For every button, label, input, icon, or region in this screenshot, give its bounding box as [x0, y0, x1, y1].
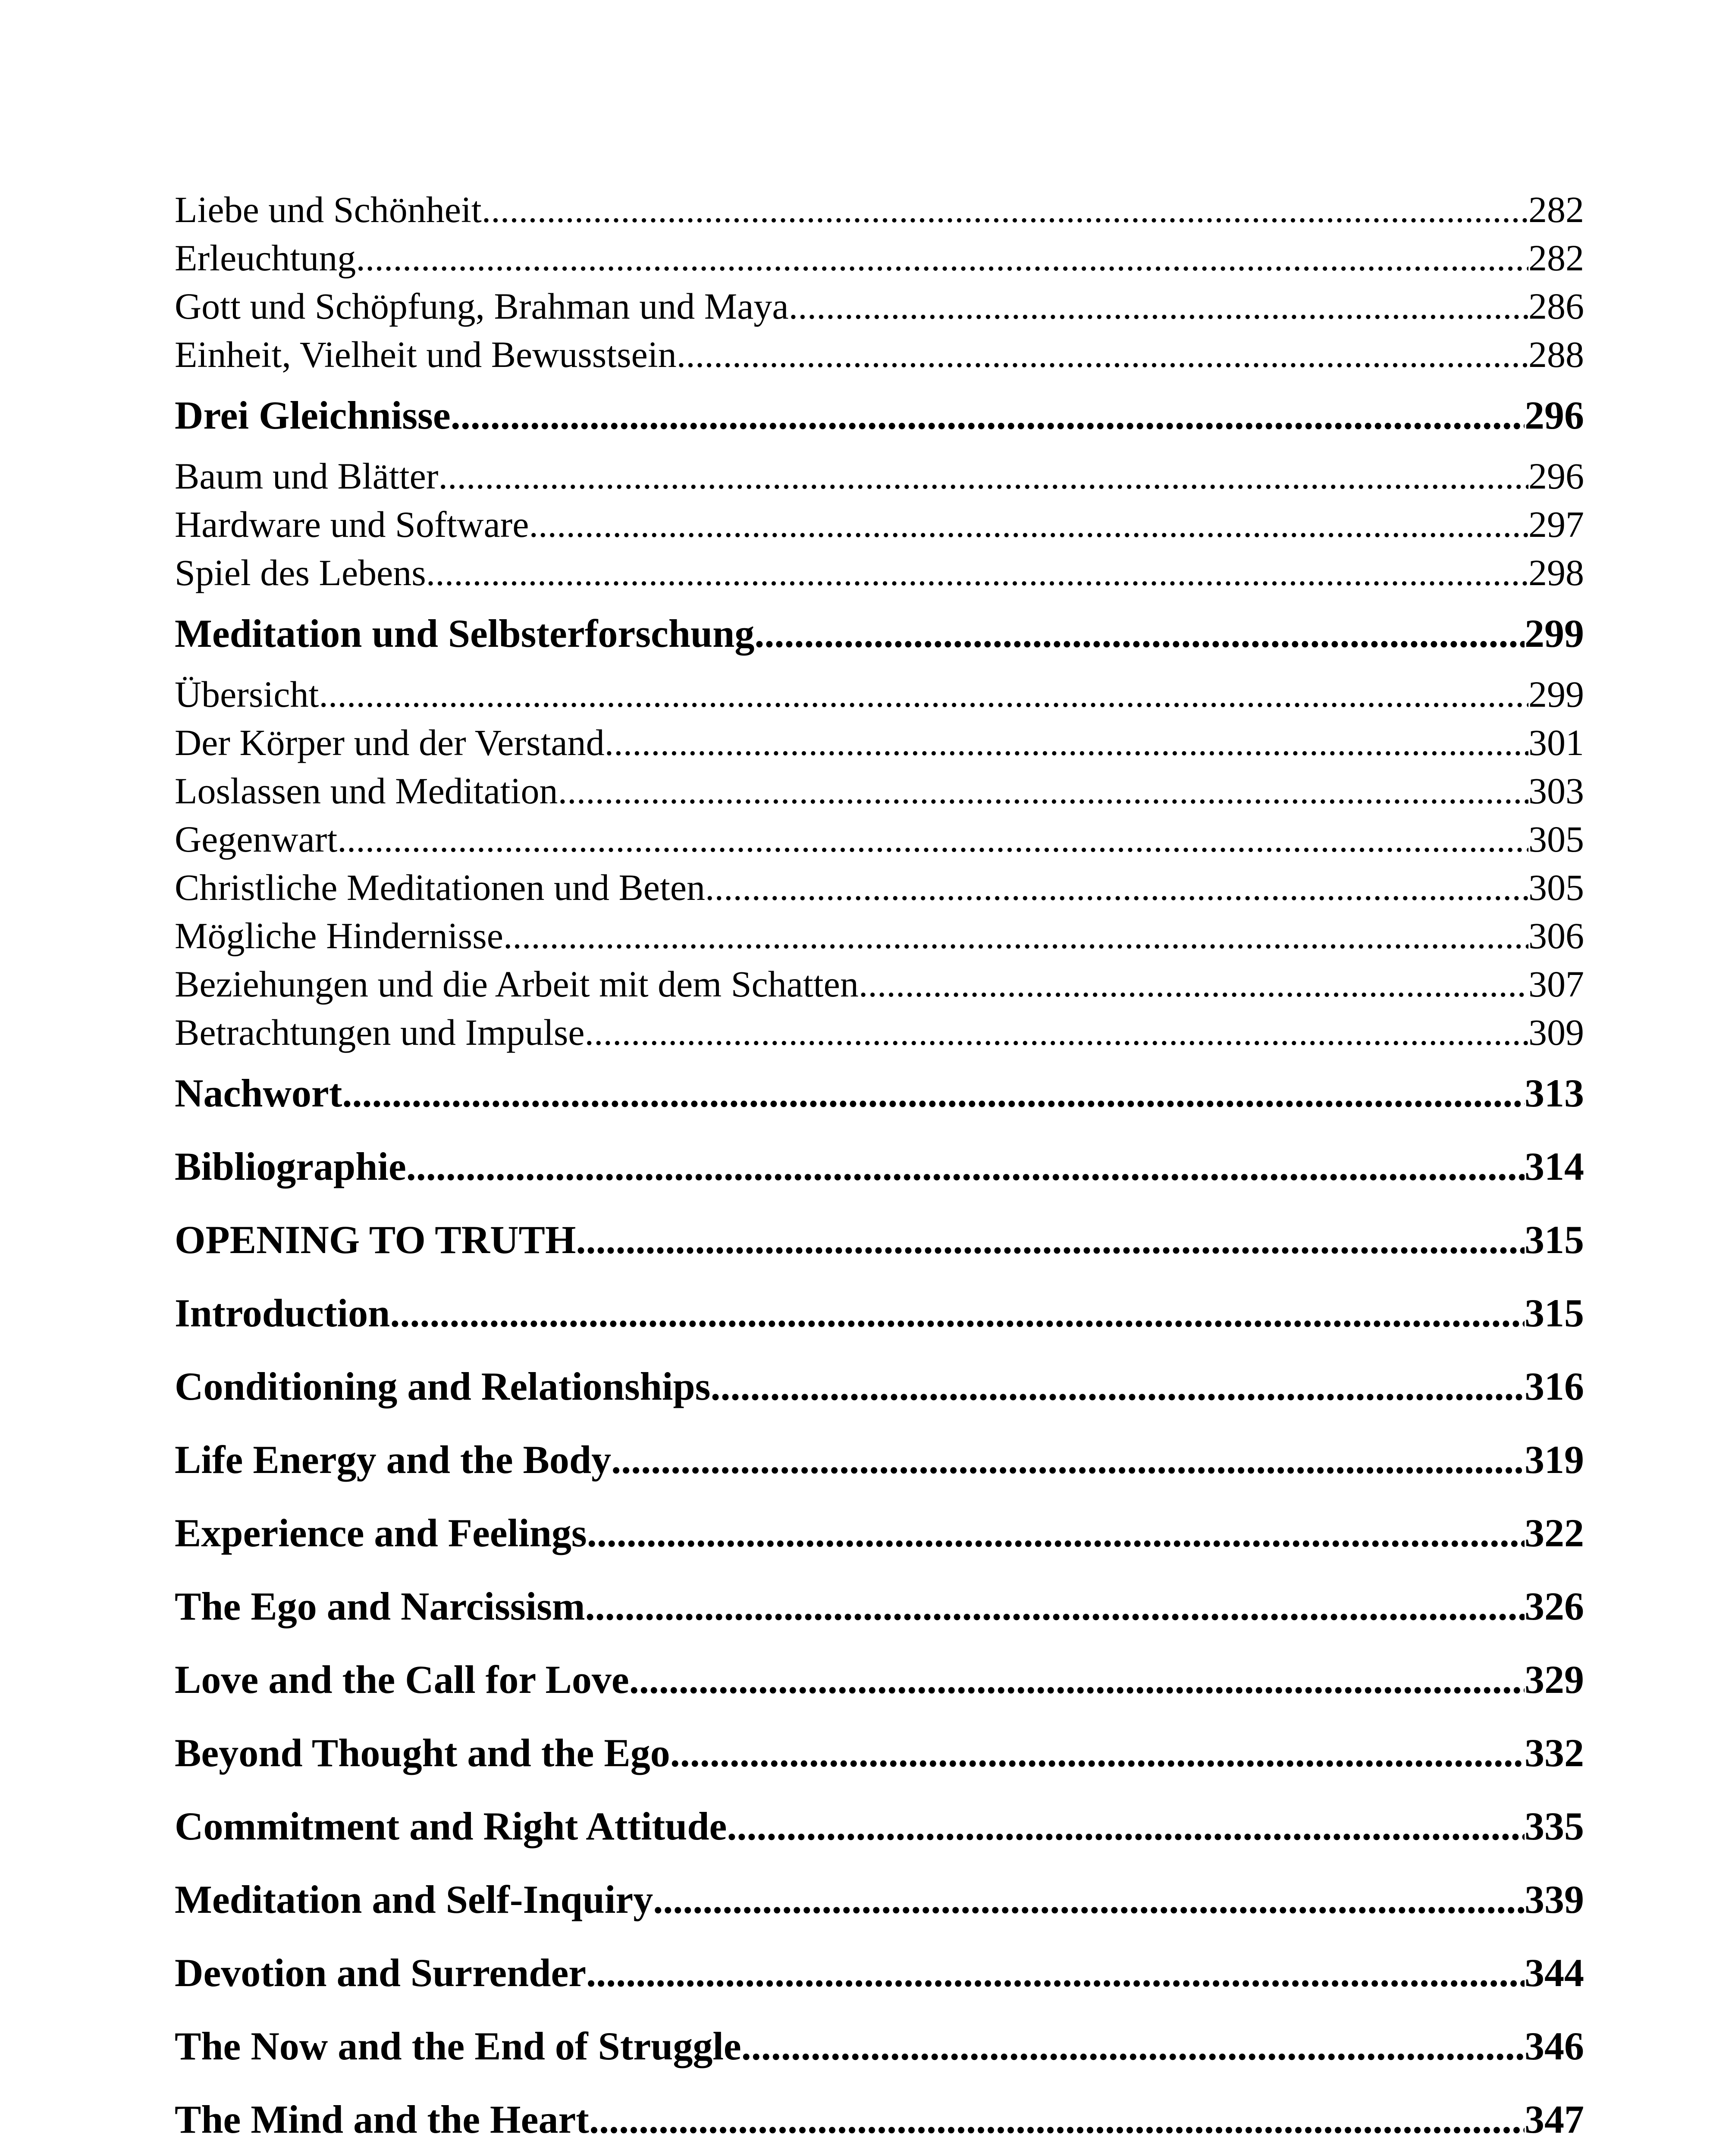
toc-chapter-entry[interactable]	[175, 1130, 1584, 1203]
toc-chapter-page: 296	[1525, 393, 1584, 437]
toc-entry[interactable]	[175, 670, 1584, 718]
toc-chapter-title: Commitment and Right Attitude	[175, 1804, 727, 1848]
dot-leader	[859, 960, 1528, 1008]
toc-chapter-title: Nachwort	[175, 1071, 342, 1115]
dot-leader	[319, 670, 1528, 718]
dot-leader	[741, 2009, 1525, 2083]
toc-chapter-title: Meditation and Self-Inquiry	[175, 1877, 653, 1921]
toc-chapter-entry[interactable]	[175, 1496, 1584, 1570]
toc-entry-page: 303	[1528, 770, 1584, 812]
dot-leader	[337, 815, 1528, 863]
toc-entry-title: Gegenwart	[175, 818, 338, 860]
toc-chapter-page: 329	[1525, 1658, 1584, 1702]
toc-entry-page: 299	[1528, 674, 1584, 715]
toc-chapter-title: Beyond Thought and the Ego	[175, 1731, 670, 1775]
dot-leader	[629, 1643, 1525, 1716]
toc-entry-title: Erleuchtung	[175, 237, 356, 279]
dot-leader	[585, 1008, 1528, 1056]
toc-chapter-page: 313	[1525, 1071, 1584, 1115]
dot-leader	[426, 548, 1528, 597]
toc-entry[interactable]	[175, 863, 1584, 912]
toc-chapter-title: The Mind and the Heart	[175, 2097, 589, 2141]
toc-chapter-entry[interactable]	[175, 1936, 1584, 2009]
toc-entry[interactable]	[175, 912, 1584, 960]
toc-entry-title: Betrachtungen und Impulse	[175, 1012, 585, 1053]
toc-chapter-entry[interactable]	[175, 1570, 1584, 1643]
toc-chapter-title: Introduction	[175, 1291, 390, 1335]
dot-leader	[576, 1203, 1525, 1276]
toc-entry[interactable]	[175, 330, 1584, 379]
toc-chapter-page: 319	[1525, 1438, 1584, 1482]
toc-chapter-entry[interactable]	[175, 1716, 1584, 1789]
toc-chapter-entry[interactable]	[175, 1056, 1584, 1130]
toc-entry-page: 297	[1528, 504, 1584, 545]
toc-chapter-entry[interactable]	[175, 1276, 1584, 1350]
toc-entry[interactable]	[175, 185, 1584, 234]
dot-leader	[589, 2083, 1525, 2156]
dot-leader	[529, 500, 1528, 548]
toc-entry-title: Einheit, Vielheit und Bewusstsein	[175, 334, 677, 375]
dot-leader	[503, 912, 1528, 960]
dot-leader	[558, 767, 1528, 815]
toc-entry-page: 298	[1528, 552, 1584, 593]
toc-entry-title: Hardware und Software	[175, 504, 529, 545]
toc-chapter-title: The Ego and Narcissism	[175, 1584, 585, 1628]
dot-leader	[705, 863, 1528, 912]
toc-entry-page: 286	[1528, 285, 1584, 327]
toc-entry-title: Beziehungen und die Arbeit mit dem Schatten	[175, 963, 859, 1005]
dot-leader	[356, 234, 1528, 282]
toc-chapter-entry[interactable]	[175, 597, 1584, 670]
toc-entry[interactable]	[175, 960, 1584, 1008]
toc-entry-page: 296	[1528, 455, 1584, 497]
toc-chapter-page: 344	[1525, 1951, 1584, 1995]
toc-chapter-title: Devotion and Surrender	[175, 1951, 587, 1995]
dot-leader	[482, 185, 1528, 234]
dot-leader	[586, 1936, 1525, 2009]
toc-entry[interactable]	[175, 1008, 1584, 1056]
toc-entry-page: 309	[1528, 1012, 1584, 1053]
toc-entry-page: 307	[1528, 963, 1584, 1005]
toc-entry[interactable]	[175, 282, 1584, 330]
toc-chapter-title: Conditioning and Relationships	[175, 1364, 711, 1408]
toc-entry[interactable]	[175, 500, 1584, 548]
toc-entry-title: Baum und Blätter	[175, 455, 439, 497]
toc-entry-title: Loslassen und Meditation	[175, 770, 558, 812]
toc-chapter-title: The Now and the End of Struggle	[175, 2024, 741, 2068]
toc-entry-title: Übersicht	[175, 674, 319, 715]
toc-entry-title: Christliche Meditationen und Beten	[175, 867, 706, 908]
toc-chapter-page: 315	[1525, 1291, 1584, 1335]
toc-chapter-entry[interactable]	[175, 1863, 1584, 1936]
toc-entry-title: Liebe und Schönheit	[175, 189, 482, 230]
toc-entry-page: 306	[1528, 915, 1584, 956]
dot-leader	[451, 379, 1525, 452]
dot-leader	[390, 1276, 1525, 1350]
dot-leader	[406, 1130, 1525, 1203]
dot-leader	[710, 1350, 1525, 1423]
table-of-contents	[175, 185, 1584, 2156]
toc-chapter-page: 299	[1525, 611, 1584, 655]
toc-entry[interactable]	[175, 718, 1584, 767]
dot-leader	[587, 1496, 1525, 1570]
toc-entry-title: Gott und Schöpfung, Brahman und Maya	[175, 285, 789, 327]
dot-leader	[670, 1716, 1525, 1789]
toc-chapter-entry[interactable]	[175, 379, 1584, 452]
toc-entry-title: Mögliche Hindernisse	[175, 915, 503, 956]
toc-chapter-page: 332	[1525, 1731, 1584, 1775]
dot-leader	[605, 718, 1528, 767]
toc-entry-page: 282	[1528, 237, 1584, 279]
toc-entry-page: 305	[1528, 867, 1584, 908]
toc-chapter-page: 346	[1525, 2024, 1584, 2068]
toc-chapter-entry[interactable]	[175, 1643, 1584, 1716]
dot-leader	[611, 1423, 1525, 1496]
toc-entry-page: 282	[1528, 189, 1584, 230]
toc-chapter-entry[interactable]	[175, 2083, 1584, 2156]
toc-entry-title: Der Körper und der Verstand	[175, 722, 605, 763]
dot-leader	[754, 597, 1525, 670]
toc-chapter-page: 339	[1525, 1877, 1584, 1921]
toc-entry-page: 288	[1528, 334, 1584, 375]
dot-leader	[677, 330, 1528, 379]
toc-entry[interactable]	[175, 815, 1584, 863]
toc-chapter-entry[interactable]	[175, 1203, 1584, 1276]
toc-chapter-page: 322	[1525, 1511, 1584, 1555]
toc-chapter-entry[interactable]	[175, 1423, 1584, 1496]
toc-chapter-page: 335	[1525, 1804, 1584, 1848]
toc-entry-page: 305	[1528, 818, 1584, 860]
toc-chapter-page: 347	[1525, 2097, 1584, 2141]
toc-entry-title: Spiel des Lebens	[175, 552, 426, 593]
toc-entry[interactable]	[175, 548, 1584, 597]
toc-chapter-title: Drei Gleichnisse	[175, 393, 451, 437]
toc-chapter-page: 315	[1525, 1218, 1584, 1262]
dot-leader	[789, 282, 1528, 330]
toc-chapter-page: 326	[1525, 1584, 1584, 1628]
toc-entry[interactable]	[175, 234, 1584, 282]
dot-leader	[653, 1863, 1525, 1936]
toc-chapter-title: OPENING TO TRUTH	[175, 1218, 576, 1262]
toc-chapter-title: Life Energy and the Body	[175, 1438, 612, 1482]
toc-chapter-entry[interactable]	[175, 2009, 1584, 2083]
toc-chapter-title: Love and the Call for Love	[175, 1658, 629, 1702]
dot-leader	[727, 1789, 1525, 1863]
toc-chapter-title: Meditation und Selbsterforschung	[175, 611, 755, 655]
toc-chapter-page: 316	[1525, 1364, 1584, 1408]
toc-entry-page: 301	[1528, 722, 1584, 763]
toc-chapter-page: 314	[1525, 1144, 1584, 1188]
toc-chapter-entry[interactable]	[175, 1789, 1584, 1863]
toc-chapter-entry[interactable]	[175, 1350, 1584, 1423]
toc-chapter-title: Bibliographie	[175, 1144, 406, 1188]
toc-entry[interactable]	[175, 452, 1584, 500]
dot-leader	[342, 1056, 1525, 1130]
toc-entry[interactable]	[175, 767, 1584, 815]
dot-leader	[438, 452, 1528, 500]
dot-leader	[585, 1570, 1525, 1643]
toc-chapter-title: Experience and Feelings	[175, 1511, 587, 1555]
